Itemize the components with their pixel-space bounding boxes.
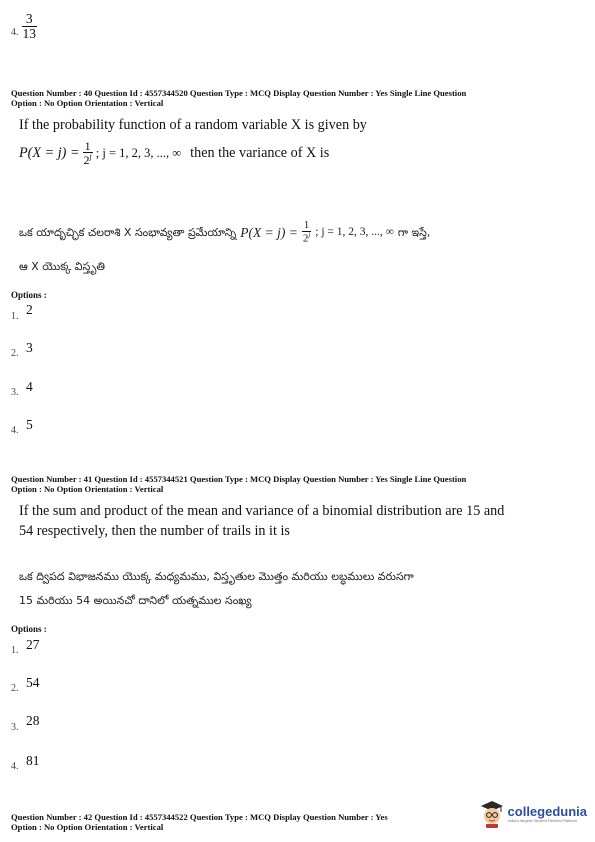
- q40-option-3-value: 4: [26, 379, 33, 394]
- q40-te-expr-lhs: P(X = j) =: [240, 224, 298, 240]
- q41-option-4-number: 4.: [11, 761, 19, 772]
- q42-meta-line2: Option : No Option Orientation : Vertical: [11, 822, 164, 832]
- q41-option-3-value: 28: [26, 713, 40, 728]
- q42-meta-line1: Question Number : 42 Question Id : 4557344522 Question Type : MCQ Display Question Number : Yes: [11, 812, 388, 822]
- q40-option-4-value: 5: [26, 417, 33, 432]
- prev-option-number: 4.: [11, 27, 19, 38]
- q41-te-line2: 15 మరియు 54 అయినచో దానిలో యత్నముల సంఖ్య: [19, 594, 252, 607]
- q40-te-expr-fraction: [302, 220, 311, 245]
- q41-meta-line2: Option : No Option Orientation : Vertical: [11, 484, 164, 494]
- q40-te-expr-num: 1: [303, 219, 310, 231]
- student-mascot-icon: [480, 800, 504, 828]
- logo-name: collegedunia: [507, 804, 587, 819]
- q41-en-line1: If the sum and product of the mean and variance of a binomial distribution are 15 and: [19, 503, 505, 519]
- q41-option-1-number: 1.: [11, 645, 19, 656]
- q40-te-expr-rhs: ; j = 1, 2, 3, ..., ∞: [315, 225, 394, 238]
- prev-option-numerator: 3: [25, 11, 33, 26]
- q40-expr-fraction: [83, 140, 93, 166]
- q40-en-expression: [19, 140, 579, 166]
- q40-option-1-number: 1.: [11, 311, 19, 322]
- q40-option-2-value: 3: [26, 340, 33, 355]
- q41-meta: [11, 474, 571, 494]
- q40-option-4-number: 4.: [11, 425, 19, 436]
- q40-te-line1-a: ఒక యాదృచ్ఛిక చలరాశి X సంభావ్యతా ప్రమేయాన్ని: [19, 225, 237, 239]
- q42-meta: [11, 812, 481, 832]
- q41-option-2-number: 2.: [11, 683, 19, 694]
- q40-options-label: Options :: [11, 290, 47, 300]
- q40-meta: [11, 88, 571, 108]
- q41-option-3-number: 3.: [11, 722, 19, 733]
- q40-expr-den-exp: j: [89, 152, 92, 161]
- prev-option-4: [11, 12, 37, 40]
- q40-te-line2: ఆ X యొక్క విస్తృతి: [19, 260, 105, 273]
- q40-en-tail: then the variance of X is: [190, 144, 330, 161]
- q41-te-line1: ఒక ద్విపద విభాజనము యొక్క మధ్యమము, విస్తృతుల మొత్తం మరియు లబ్ధములు వరుసగా: [19, 570, 414, 583]
- q41-option-1-value: 27: [26, 637, 40, 652]
- q40-option-1-value: 2: [26, 302, 33, 317]
- q40-option-2-number: 2.: [11, 348, 19, 359]
- prev-option-fraction: [22, 12, 38, 40]
- q40-en-line1: If the probability function of a random variable X is given by: [19, 117, 367, 133]
- q40-meta-line2: Option : No Option Orientation : Vertical: [11, 98, 164, 108]
- q41-en-line2: 54 respectively, then the number of trails in it is: [19, 523, 290, 539]
- q40-expr-den: 2$^j$: [83, 152, 92, 167]
- q40-te-expr-den: 2$^j$: [302, 231, 311, 245]
- q41-option-4-value: 81: [26, 753, 40, 768]
- q41-options-label: Options :: [11, 624, 47, 634]
- q40-te-line1-b: గా ఇస్తే,: [397, 225, 431, 239]
- q40-expr-rhs: ; j = 1, 2, 3, ..., ∞: [95, 145, 182, 160]
- q40-expr-num: 1: [84, 139, 91, 153]
- q40-option-3-number: 3.: [11, 387, 19, 398]
- q40-meta-line1: Question Number : 40 Question Id : 4557344520 Question Type : MCQ Display Question Number : Yes Single Line Question: [11, 88, 467, 98]
- q41-meta-line1: Question Number : 41 Question Id : 4557344521 Question Type : MCQ Display Question Number : Yes Single Line Question: [11, 474, 467, 484]
- logo-tagline: India's largest Student Review Platform: [507, 818, 578, 823]
- q40-expr-lhs: P(X = j) =: [19, 144, 80, 161]
- prev-option-denominator: 13: [22, 25, 36, 41]
- collegedunia-logo: [480, 800, 587, 828]
- q40-te-line1: [19, 220, 579, 245]
- q41-option-2-value: 54: [26, 675, 40, 690]
- logo-text: [508, 805, 587, 823]
